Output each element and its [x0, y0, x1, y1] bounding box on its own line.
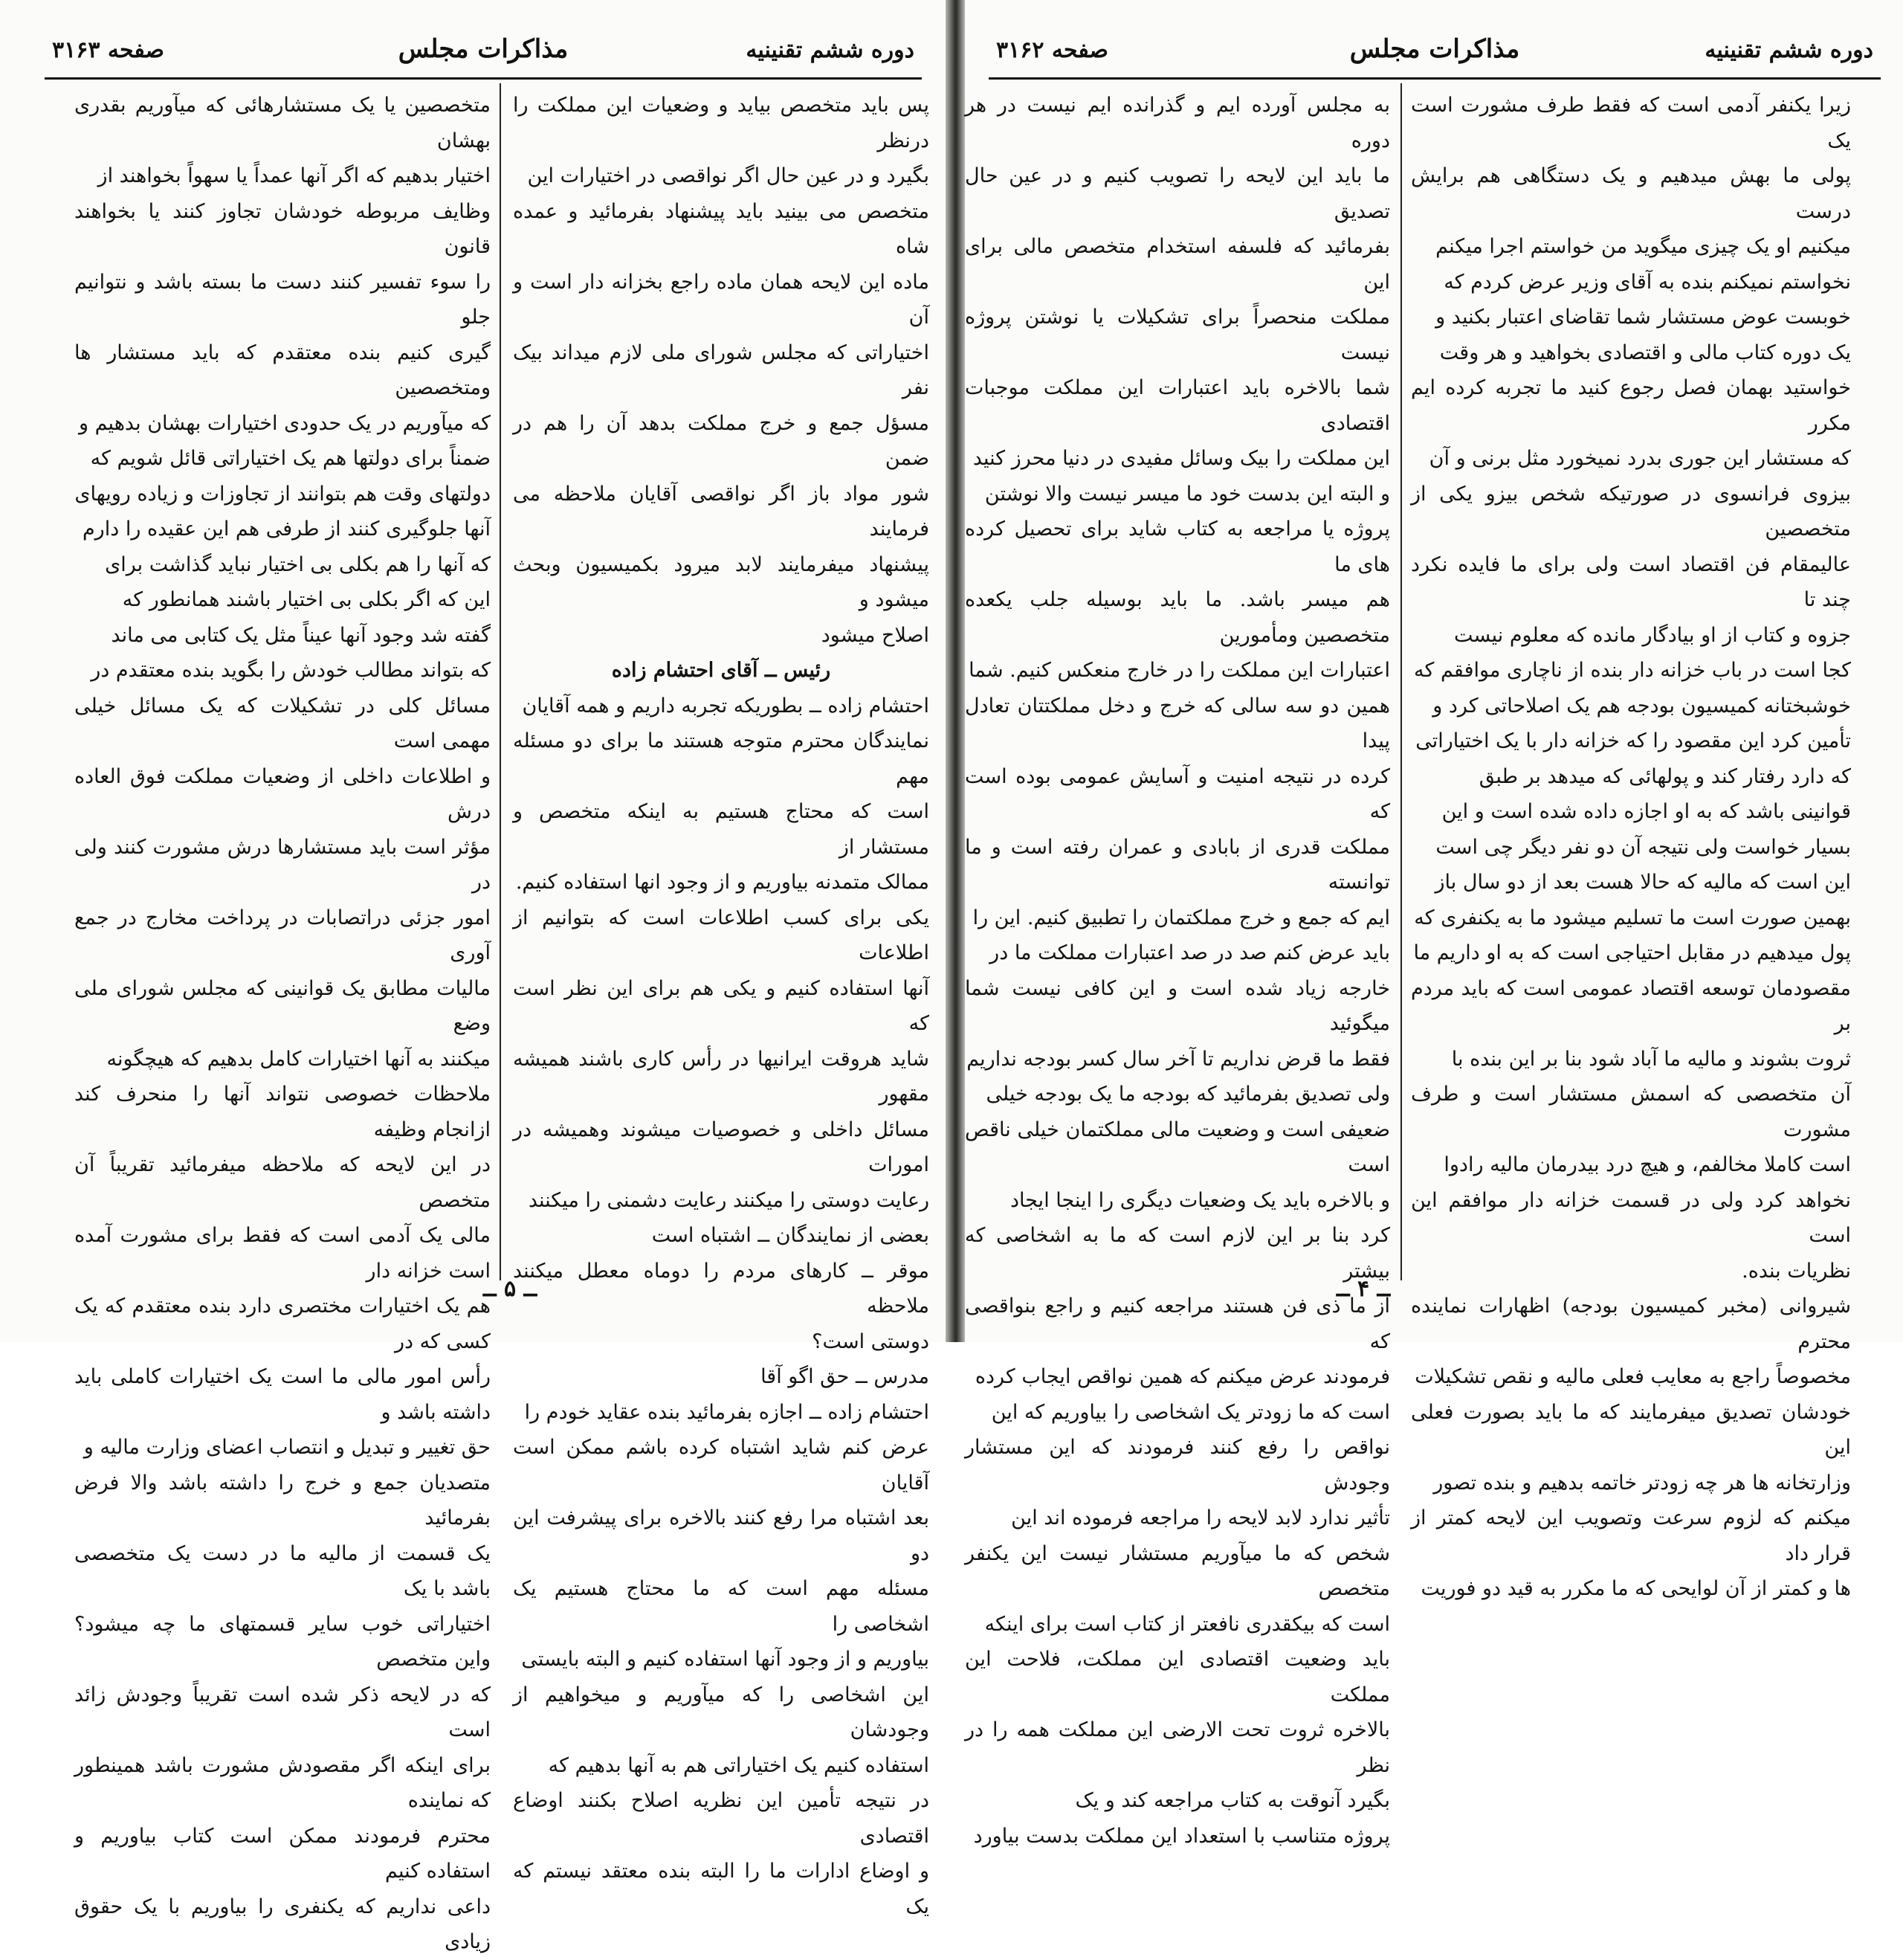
text-line: اختیاراتی که مجلس شورای ملی لازم میداند بیک نفر — [513, 341, 929, 399]
text-line: بهمین صورت است ما تسلیم میشود ما به یکنفری که — [1414, 906, 1851, 929]
text-line: که آنها را هم بکلی بی اختیار نباید گذاشت برای — [105, 552, 491, 576]
text-line: در این لایحه که ملاحظه میفرمائید تقریباً آن متخصص — [74, 1153, 491, 1212]
text-line: ما باید این لایحه را تصویب کنیم و در عین حال تصدیق — [965, 164, 1390, 223]
text-line: بگیرد آنوقت به کتاب مراجعه کند و یک — [1075, 1789, 1390, 1812]
text-line: ایم که جمع و خرج مملکتمان را تطبیق کنیم. این را — [972, 906, 1390, 929]
text-line: اختیار بدهیم که اگر آنها عمداً یا سهواً بخواهند از — [97, 164, 491, 187]
text-line: اعتبارات این مملکت را در خارج منعکس کنیم. شما — [969, 659, 1390, 682]
text-line: گیری کنیم بنده معتقدم که باید مستشار ها ومتخصصین — [74, 341, 491, 399]
header-rule — [45, 77, 922, 80]
text-line: است کاملا مخالفم، و هیچ درد بیدرمان مالیه رادوا — [1444, 1153, 1851, 1176]
text-line: باید وضعیت اقتصادی این مملکت، فلاحت این مملکت — [965, 1648, 1390, 1706]
text-line: است که ما زودتر یک اشخاصی را بیاوریم که این — [991, 1400, 1390, 1424]
text-line: رعایت دوستی را میکنند رعایت دشمنی را میکنند — [528, 1188, 929, 1212]
column-divider — [1400, 83, 1402, 1280]
left-page-footer-number: ــ ۵ ــ — [483, 1276, 537, 1302]
left-page-column-left — [74, 88, 491, 1953]
page-number: صفحه ۳۱۶۳ — [52, 37, 164, 63]
text-line: در نتیجه تأمین این نظریه اصلاح بکنند اوضاع اقتصادی — [513, 1789, 929, 1848]
text-line: شما بالاخره باید اعتبارات این مملکت موجبات اقتصادی — [965, 376, 1390, 435]
text-line: که میآوریم در یک حدودی اختیارات بهشان بدهیم و — [78, 411, 491, 435]
text-line: متخصص می بینید باید پیشنهاد بفرمائید و عمده شاه — [513, 199, 929, 258]
text-line: ممالک متمدنه بیاوریم و از وجود انها استفاده کنیم. — [515, 871, 929, 894]
text-line: ضمناً برای دولتها هم یک اختیاراتی قائل شویم که — [90, 447, 491, 470]
text-line: شاید هروقت ایرانیها در رأس کاری باشند همیشه مقهور — [513, 1047, 929, 1106]
text-line: مخصوصاً راجع به معایب فعلی مالیه و نقص تشکیلات — [1415, 1365, 1851, 1388]
text-line: شور مواد باز اگر نواقصی آقایان ملاحظه می فرمایند — [513, 482, 929, 541]
text-line: مدرس ــ حق اگو آقا — [760, 1365, 929, 1388]
text-line: خارجه زیاد شده است و این کافی نیست شما میگوئید — [965, 976, 1390, 1035]
text-line: وزارتخانه ها هر چه زودتر خاتمه بدهیم و بنده تصور — [1433, 1471, 1851, 1495]
text-line: کرده در نتیجه امنیت و آسایش عمومی بوده است که — [965, 764, 1390, 823]
text-line: گفته شد وجود آنها عیناً مثل یک کتابی می ماند — [111, 623, 491, 647]
page-number: صفحه ۳۱۶۲ — [996, 37, 1108, 63]
header-rule — [989, 77, 1881, 80]
left-page — [0, 0, 946, 1953]
text-line: پروژه یا مراجعه به کتاب شاید برای تحصیل کرده های ما — [965, 518, 1390, 576]
text-line: مالی یک آدمی است که فقط برای مشورت آمده است خزانه دار — [74, 1224, 491, 1283]
text-line: پس باید متخصص بیاید و وضعیات این مملکت را درنظر — [513, 94, 929, 152]
text-line: که مستشار این جوری بدرد نمیخورد مثل برنی و آن — [1429, 447, 1851, 470]
text-line: که دارد رفتار کند و پولهائی که میدهد بر طبق — [1479, 764, 1851, 788]
text-line: حق تغییر و تبدیل و انتصاب اعضای وزارت مالیه و — [83, 1436, 491, 1459]
text-line: یک دوره کتاب مالی و اقتصادی بخواهید و هر وقت — [1439, 341, 1851, 364]
text-line: بفرمائید که فلسفه استخدام متخصص مالی برای این — [965, 235, 1390, 294]
text-line: خودشان تصدیق میفرمایند که ما باید بصورت فعلی این — [1411, 1400, 1851, 1459]
text-line: شیروانی (مخبر کمیسیون بودجه) اظهارات نماینده محترم — [1411, 1295, 1851, 1353]
text-line: بالاخره ثروت تحت الارضی این مملکت همه را در نظر — [965, 1718, 1390, 1777]
text-line: محترم فرمودند ممکن است کتاب بیاوریم و استفاده کنیم — [74, 1824, 491, 1883]
text-line: پیشنهاد میفرمایند لابد میرود بکمیسیون وبحث میشود و — [513, 552, 929, 611]
text-line: ثروت بشوند و مالیه ما آباد شود بنا بر این بنده با — [1451, 1047, 1851, 1071]
session-label: دوره ششم تقنینیه — [746, 37, 914, 63]
text-line: تأثیر ندارد لابد لایحه را مراجعه فرموده اند این — [1011, 1506, 1390, 1529]
text-line: عالیمقام فن اقتصاد است ولی برای ما فایده نکرد چند تا — [1411, 552, 1851, 611]
text-line: مسئله مهم است که ما محتاج هستیم یک اشخاصی را — [513, 1577, 929, 1636]
text-line: مقصودمان توسعه اقتصاد عمومی است که باید مردم بر — [1411, 976, 1851, 1035]
text-line: بیزوی فرانسوی در صورتیکه شخص بیزو یکی از متخصصین — [1411, 482, 1851, 541]
right-page-footer-number: ــ ۴ ــ — [1337, 1276, 1391, 1302]
text-line: این است که مالیه که حالا هست بعد از دو سال باز — [1435, 871, 1851, 894]
text-line: هم یک اختیارات مختصری دارد بنده معتقدم که یک کسی که در — [74, 1295, 491, 1353]
text-line: وظایف مربوطه خودشان تجاوز کنند یا بخواهند قانون — [74, 199, 491, 258]
text-line: متخصصین یا یک مستشارهائی که میآوریم بقدری بهشان — [74, 94, 491, 152]
text-line: بیاوریم و از وجود آنها استفاده کنیم و البته بایستی — [521, 1648, 929, 1671]
text-line: نمایندگان محترم متوجه هستند ما برای دو مسئله مهم — [513, 729, 929, 788]
text-line: ها و کمتر از آن لوایحی که ما مکرر به قید دو فوریت — [1421, 1577, 1851, 1600]
page-title: مذاکرات مجلس — [398, 34, 569, 64]
text-line: پول میدهیم در مقابل احتیاجی است که به او داریم ما — [1413, 941, 1851, 964]
text-line: که بتواند مطالب خودش را بگوید بنده معتقدم در — [91, 659, 491, 682]
text-line: نخواستم نمیکنم بنده به آقای وزیر عرض کردم که — [1444, 270, 1851, 294]
text-line: استفاده کنیم یک اختیاراتی هم به آنها بدهیم که — [548, 1753, 929, 1777]
text-line: مسؤل جمع و خرج مملکت بدهد آن را هم در ضمن — [513, 411, 929, 470]
text-line: شخص که ما میآوریم مستشار نیست این یکنفر متخصص — [965, 1541, 1390, 1600]
text-line: کرد بنا بر این لازم است که ما به اشخاصی که بیشتر — [965, 1224, 1390, 1283]
text-line: عرض کنم شاید اشتباه کرده باشم ممکن است آقایان — [513, 1436, 929, 1495]
text-line: یکی برای کسب اطلاعات است که بتوانیم از اطلاعات — [513, 906, 929, 964]
left-page-header — [45, 33, 922, 74]
text-line: پروژه متناسب با استعداد این مملکت بدست بیاورد — [973, 1824, 1390, 1848]
text-line: میکنند به آنها اختیارات کامل بدهیم که هیچگونه — [106, 1047, 491, 1071]
text-line: یک قسمت از مالیه ما در دست یک متخصصی باشد با یک — [74, 1541, 491, 1600]
column-divider — [500, 83, 501, 1280]
text-line: به مجلس آورده ایم و گذرانده ایم نیست در هر دوره — [965, 94, 1390, 152]
text-line: خوبست عوض مستشار شما تقاضای اعتبار بکنید و — [1435, 306, 1851, 329]
speaker-heading: رئیس ــ آقای احتشام زاده — [611, 659, 831, 682]
text-line: بگیرد و در عین حال اگر نواقصی در اختیارات این — [527, 164, 929, 187]
text-line: مسائل کلی در تشکیلات که یک مسائل خیلی مهمی است — [74, 694, 491, 752]
text-line: از ما ذی فن هستند مراجعه کنیم و راجع بنواقصی که — [965, 1295, 1390, 1353]
text-line: نخواهد کرد ولی در قسمت خزانه دار موافقم این است — [1411, 1188, 1851, 1247]
text-line: امور جزئی دراتصابات در پرداخت مخارج در جمع آوری — [74, 906, 491, 964]
text-line: زیرا یکنفر آدمی است که فقط طرف مشورت است یک — [1411, 94, 1851, 152]
text-line: خوشبختانه کمیسیون بودجه هم یک اصلاحاتی کرد و — [1432, 694, 1851, 718]
text-line: است که محتاج هستیم به اینکه متخصص و مستشار از — [513, 800, 929, 859]
text-line: بسیار خواست ولی نتیجه آن دو نفر دیگر چی است — [1435, 835, 1851, 859]
right-page — [965, 0, 1903, 1848]
text-line: داعی نداریم که یکنفری را بیاوریم با یک حقوق زیادی — [74, 1895, 491, 1953]
text-line: تأمین کرد این مقصود را که خزانه دار با یک اختیاراتی — [1415, 729, 1851, 752]
left-page-column-right — [513, 88, 930, 1918]
text-line: این مملکت را بیک وسائل مفیدی در دنیا محرز کنید — [972, 447, 1390, 470]
text-line: احتشام زاده ــ اجازه بفرمائید بنده عقاید خودم را — [524, 1400, 929, 1424]
book-gutter — [946, 0, 965, 1342]
text-line: ضعیفی است و وضعیت مالی مملکتمان خیلی ناقص است — [965, 1118, 1390, 1176]
text-line: موقر ــ کارهای مردم را دوماه معطل میکنند ملاحظه — [513, 1259, 929, 1318]
text-line: جزوه و کتاب از او بیادگار مانده که معلوم نیست — [1453, 623, 1851, 647]
text-line: بعضی از نمایندگان ــ اشتباه است — [651, 1224, 929, 1247]
text-line: فقط ما قرض نداریم تا آخر سال کسر بودجه نداریم — [966, 1047, 1390, 1071]
text-line: فرمودند عرض میکنم که همین نواقص ایجاب کرده — [975, 1365, 1390, 1388]
text-line: متصدیان جمع و خرج را داشته باشد والا فرض بفرمائید — [74, 1471, 491, 1529]
text-line: پولی ما بهش میدهیم و یک دستگاهی هم برایش درست — [1411, 164, 1851, 223]
text-line: هم میسر باشد. ما باید بوسیله جلب یکعده متخصصین ومأمورین — [965, 588, 1390, 647]
text-line: و البته این بدست خود ما میسر نیست والا نوشتن — [984, 482, 1390, 506]
text-line: دوستی است؟ — [812, 1329, 929, 1353]
text-line: همین دو سه سالی که خرج و دخل مملکتتان تعادل پیدا — [965, 694, 1390, 752]
text-line: میکنیم او یک چیزی میگوید من خواستم اجرا میکنم — [1435, 235, 1851, 258]
text-line: کجا است در باب خزانه دار بنده از ناچاری موافقم که — [1414, 659, 1851, 682]
text-line: و اطلاعات داخلی از وضعیات مملکت فوق العاده درش — [74, 764, 491, 823]
text-line: این که اگر بکلی بی اختیار باشند همانطور که — [122, 588, 491, 611]
text-line: را سوء تفسیر کنند دست ما بسته باشد و نتوانیم جلو — [74, 270, 491, 329]
text-line: قوانینی باشد که به او اجازه داده شده است و این — [1441, 800, 1851, 823]
text-line: میکنم که لزوم سرعت وتصویب این لایحه کمتر از قرار داد — [1411, 1506, 1851, 1565]
text-line: ماده این لایحه همان ماده راجع بخزانه دار است و آن — [513, 270, 929, 329]
text-line: اختیاراتی خوب سایر قسمتهای ما چه میشود؟ واین متخصص — [74, 1612, 491, 1671]
text-line: است که بیکقدری نافعتر از کتاب است برای اینکه — [984, 1612, 1390, 1636]
text-line: احتشام زاده ــ بطوریکه تجربه داریم و همه آقایان — [522, 694, 929, 718]
page-title: مذاکرات مجلس — [1349, 34, 1520, 64]
session-label: دوره ششم تقنینیه — [1705, 37, 1873, 63]
text-line: برای اینکه اگر مقصودش مشورت باشد همینطور که نماینده — [74, 1753, 491, 1812]
text-line: ولی تصدیق بفرمائید که بودجه ما یک بودجه خیلی — [986, 1083, 1390, 1106]
text-line: باید عرض کنم صد در صد اعتبارات مملکت ما در — [989, 941, 1390, 964]
right-page-column-right — [1411, 88, 1851, 1600]
text-line: نظریات بنده. — [1742, 1259, 1851, 1283]
text-line: که در لایحه ذکر شده است تقریباً وجودش زائد است — [74, 1683, 491, 1741]
text-line: دولتهای وقت هم بتوانند از تجاوزات و زیاده رویهای — [74, 482, 491, 506]
text-line: ملاحظات خصوصی نتواند آنها را منحرف کند ازانجام وظیفه — [74, 1083, 491, 1141]
text-line: مملکت منحصراً برای تشکیلات یا نوشتن پروژه نیست — [965, 306, 1390, 364]
text-line: مسائل داخلی و خصوصیات میشوند وهمیشه در امورات — [513, 1118, 929, 1176]
text-line: مملکت قدری از بابادی و عمران رفته است و ما توانسته — [965, 835, 1390, 894]
text-line: مؤثر است باید مستشارها درش مشورت کنند ولی در — [74, 835, 491, 894]
text-line: و اوضاع ادارات ما را البته بنده معتقد نیستم که یک — [513, 1860, 930, 1918]
text-line: نواقص را رفع کنند فرمودند که این مستشار وجودش — [965, 1436, 1390, 1495]
text-line: اصلاح میشود — [821, 623, 929, 647]
right-page-header — [989, 33, 1881, 74]
text-line: و بالاخره باید یک وضعیات دیگری را اینجا ایجاد — [1010, 1188, 1390, 1212]
text-line: مالیات مطابق یک قوانینی که مجلس شورای ملی وضع — [74, 976, 491, 1035]
text-line: بعد اشتباه مرا رفع کنند بالاخره برای پیشرفت این دو — [513, 1506, 929, 1565]
text-line: خواستید بهمان فصل رجوع کنید ما تجربه کرده ایم مکرر — [1411, 376, 1851, 435]
text-line: آنها استفاده کنیم و یکی هم برای این نظر است که — [513, 976, 929, 1035]
text-line: آنها جلوگیری کنند از طرفی هم این عقیده را دارم — [82, 518, 491, 541]
text-line: رأس امور مالی ما است یک اختیارات کاملی باید داشته باشد و — [74, 1365, 491, 1424]
text-line: این اشخاصی را که میآوریم و میخواهیم از وجودشان — [513, 1683, 929, 1741]
text-line: آن متخصصی که اسمش مستشار است و طرف مشورت — [1411, 1083, 1851, 1141]
